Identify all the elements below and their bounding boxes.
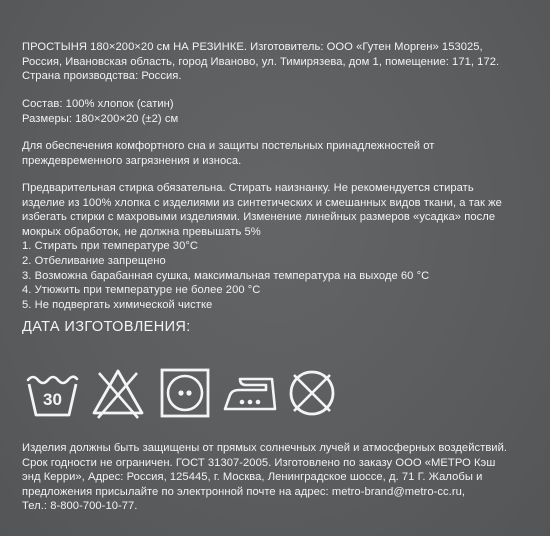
composition-block bbox=[22, 97, 530, 126]
manufacturer-contact-block bbox=[22, 441, 530, 514]
text-line: Срок годности не ограничен. ГОСТ 31307-2005. Изготовлено по заказу ООО «МЕТРО Кэш bbox=[22, 456, 496, 469]
text-line: Размеры: 180×200×20 (±2) см bbox=[22, 112, 179, 125]
wash-30-icon bbox=[24, 365, 80, 421]
text-line: Изделия должны быть защищены от прямых солнечных лучей и атмосферных воздействий. bbox=[22, 442, 508, 454]
text-line: преждевременного загрязнения и износа. bbox=[22, 154, 242, 167]
text-line: энд Керри», Адрес: Россия, 125445, г. Москва, Ленинградское шоссе, д. 71 Г. Жалобы и bbox=[22, 471, 483, 484]
text-line: изделие из 100% хлопка с изделиями из синтетических и смешанных видов ткани, а так же bbox=[22, 196, 502, 209]
tumble-dry-icon bbox=[157, 365, 213, 421]
text-line: ПРОСТЫНЯ 180×200×20 см НА РЕЗИНКЕ. Изготовитель: ООО «Гутен Морген» 153025, bbox=[22, 41, 483, 53]
no-dry-clean-icon bbox=[284, 365, 340, 421]
product-info-block bbox=[22, 40, 530, 84]
care-step: 2. Отбеливание запрещено bbox=[22, 254, 166, 267]
text-line: Тел.: 8-800-700-10-77. bbox=[22, 500, 138, 513]
text-line: Страна производства: Россия. bbox=[22, 70, 182, 83]
care-icons-row bbox=[24, 365, 344, 421]
care-step: 5. Не подвергать химической чистке bbox=[22, 298, 213, 311]
care-instructions-block bbox=[22, 181, 530, 312]
text-line: Предварительная стирка обязательна. Стирать наизнанку. Не рекомендуется стирать bbox=[22, 182, 474, 194]
production-date-heading: ДАТА ИЗГОТОВЛЕНИЯ: bbox=[22, 319, 191, 335]
text-line: избегать стирки с махровыми изделиями. Изменение линейных размеров «усадка» после bbox=[22, 211, 496, 224]
text-line: Для обеспечения комфортного сна и защиты постельных принадлежностей от bbox=[22, 140, 435, 152]
text-line: Состав: 100% хлопок (сатин) bbox=[22, 98, 174, 110]
text-line: предложения присылайте по электронной почте на адрес: metro-brand@metro-cc.ru, bbox=[22, 485, 466, 498]
text-line: мокрых обработок, не должна превышать 5% bbox=[22, 225, 261, 238]
care-step: 3. Возможна барабанная сушка, максимальная температура на выходе 60 °С bbox=[22, 269, 430, 282]
wash-temperature-text: 30 bbox=[43, 390, 62, 409]
care-step: 4. Утюжить при температуре не более 200 °С bbox=[22, 284, 261, 297]
text-line: Россия, Ивановская область, город Иваново, ул. Тимирязева, дом 1, помещение: 171, 172. bbox=[22, 55, 500, 68]
purpose-block bbox=[22, 139, 530, 168]
iron-icon bbox=[222, 365, 278, 421]
no-bleach-icon bbox=[90, 365, 146, 421]
care-step: 1. Стирать при температуре 30°С bbox=[22, 240, 198, 253]
